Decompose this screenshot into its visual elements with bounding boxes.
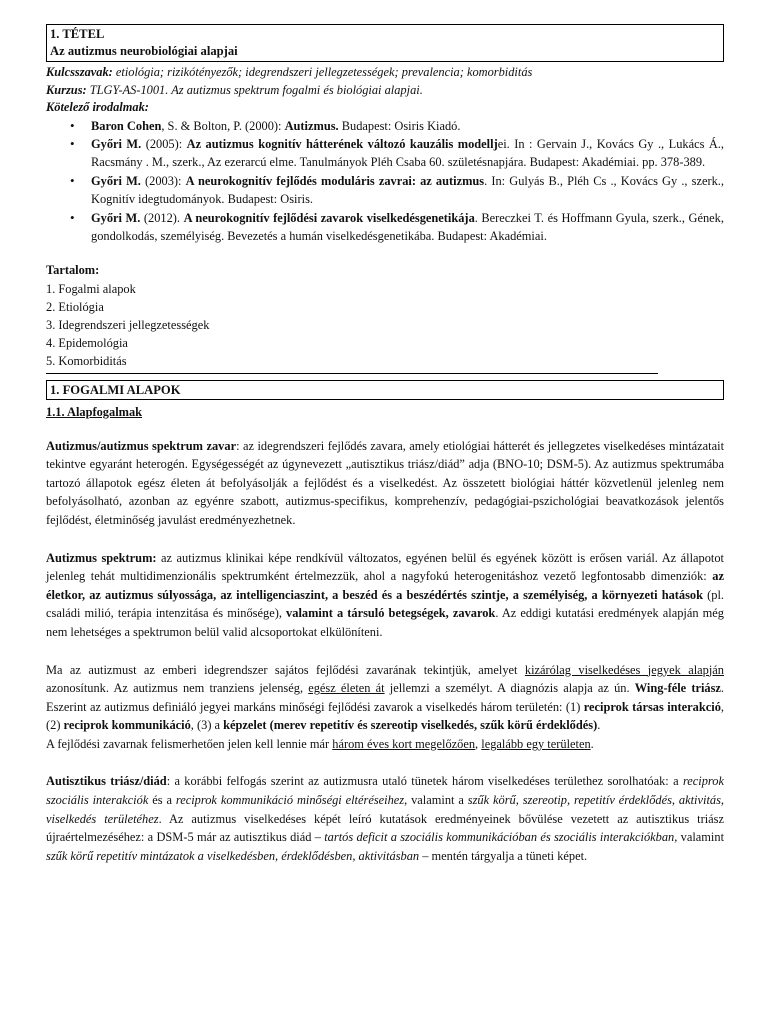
thesis-title: Az autizmus neurobiológiai alapjai [50,44,238,58]
paragraph-diagnosis: Ma az autizmust az emberi idegrendszer sajátos fejlődési zavarának tekintjük, amelyet kizárólag viselkedéses jegyek alapján azonosítunk. Az autizmus nem tranziens jelenség, egész életen át jellemzi a személyt. A diagnózis alapja az ún. Wing-féle triász. Eszerint az autizmus definiáló jegyei markáns minőségi fejlődési zavarok a viselkedés három területén: (1) reciprok társas interakció, (2) reciprok kommunikáció, (3) a képzelet (merev repetitív és szereotip viselkedés, szűk körű érdeklődés). [46,662,725,733]
keywords-label: Kulcsszavak: [46,65,113,79]
literature-item: • Győri M. (2003): A neurokognitív fejlődés moduláris zavrai: az autizmus. In: Gulyás B., Pléh Cs ., Kovács Gy ., szerk., Kognitív idegtudományok. Budapest: Osiris. [91,172,724,209]
paragraph-onset: A fejlődési zavarnak felismerhetően jelen kell lennie már három éves kort megelőzően, legalább egy területen. [46,736,594,751]
section-title: 1. FOGALMI ALAPOK [50,382,181,397]
toc-label: Tartalom: [46,263,100,278]
literature-item: • Győri M. (2012). A neurokognitív fejlődési zavarok viselkedésgenetikája. Bereczkei T. és Hoffmann Gyula, szerk., Gének, gondolkodás, személyiség. Bevezetés a humán viselkedésgenetikába. Budapest: Akadémiai. [91,209,724,246]
literature-item: • Baron Cohen, S. & Bolton, P. (2000): Autizmus. Budapest: Osiris Kiadó. [91,117,724,135]
table-of-contents [46,261,724,370]
divider-line [46,373,658,374]
subsection-title: 1.1. Alapfogalmak [46,404,143,419]
toc-item: 5. Komorbiditás [46,354,127,369]
literature-item: • Győri M. (2005): Az autizmus kognitív hátterének változó kauzális modelljei. In : Gervain J., Kovács Gy ., Lukács Á., Racsmány . M., szerk., Az ezerarcú elme. Tanulmányok Pléh Csaba 60. születésnapjára. Budapest: Akadémiai. pp. 378-389. [91,135,724,172]
document-page [46,24,724,865]
toc-item: 4. Epidemológia [46,336,128,351]
course-label: Kurzus: [46,82,87,97]
paragraph-definition: Autizmus/autizmus spektrum zavar: az idegrendszeri fejlődés zavara, amely etiológiai hátterét és jellegzetes viselkedéses mintázatait tekintve egyaránt heterogén. Egységességét az úgynevezett „autisztikus triász/diád” adja (BNO-10; DSM-5). Az autizmus spektrumába tartozó állapotok egész életen át befolyásolják a fejlődést és a viselkedést. Az összetett biológiai háttér közvetlenül jelenleg nem befolyásolható, azonban az egyénre szabott, autizmus-specifikus, komprehenzív, pedagógiai-pszichológiai beavatkozások jelentős fejlődést, életminőség javulást eredményezhetnek. [46,438,725,527]
meta-block [46,64,724,117]
paragraph-triad: Autisztikus triász/diád: a korábbi felfogás szerint az autizmusra utaló tünetek három viselkedéses területhez sorolhatóak: a reciprok szociális interakciók és a reciprok kommunikáció minőségi eltéréseihez, valamint a szűk körű, szereotip, repetitív érdeklődés, aktivitás, viselkedés területéhez. Az autizmus viselkedéses képét leíró kutatások eredményeinek bővülése vezetett az autisztikus triász újraértelmezéséhez: a DSM-5 már az autisztikus diád – tartós deficit a szociális kommunikációban és szociális interakciókban, valamint szűk körű repetitív mintázatok a viselkedésben, érdeklődésben, aktivitásban – mentén tárgyalja a tüneti képet. [46,774,725,863]
toc-item: 2. Etiológia [46,299,104,314]
course-text: TLGY-AS-1001. Az autizmus spektrum fogalmi és biológiai alapjai. [86,82,423,97]
literature-list [46,117,724,246]
toc-item: 3. Idegrendszeri jellegzetességek [46,317,210,332]
section-title-box [46,380,724,400]
literature-heading: Kötelező irodalmak: [46,100,149,114]
paragraph-spectrum: Autizmus spektrum: az autizmus klinikai képe rendkívül változatos, egyénen belül és egyének között is erősen variál. Az állapotot jelenleg tehát multidimenzionális spektrumként értelmezzük, ahol a nagyfokú heterogenitáshoz vezető legfontosabb dimenziók: az életkor, az autizmus súlyossága, az intelligenciaszint, a beszéd és a beszédértés szintje, a személyiség, a környezeti hatások (pl. családi milió, terápia intenzitása és minősége), valamint a társuló betegségek, zavarok. Az eddigi kutatási eredmények alapján még nem lehetséges a spektrumon belül valid alcsoportokat elkülöníteni. [46,550,725,639]
toc-item: 1. Fogalmi alapok [46,281,136,296]
keywords-line [46,64,724,82]
title-box [46,24,724,62]
keywords-text: etiológia; rizikótényezők; idegrendszeri jellegzetességek; prevalencia; komorbiditás [112,65,533,79]
course-line [46,82,724,100]
thesis-number: 1. TÉTEL [50,27,105,41]
